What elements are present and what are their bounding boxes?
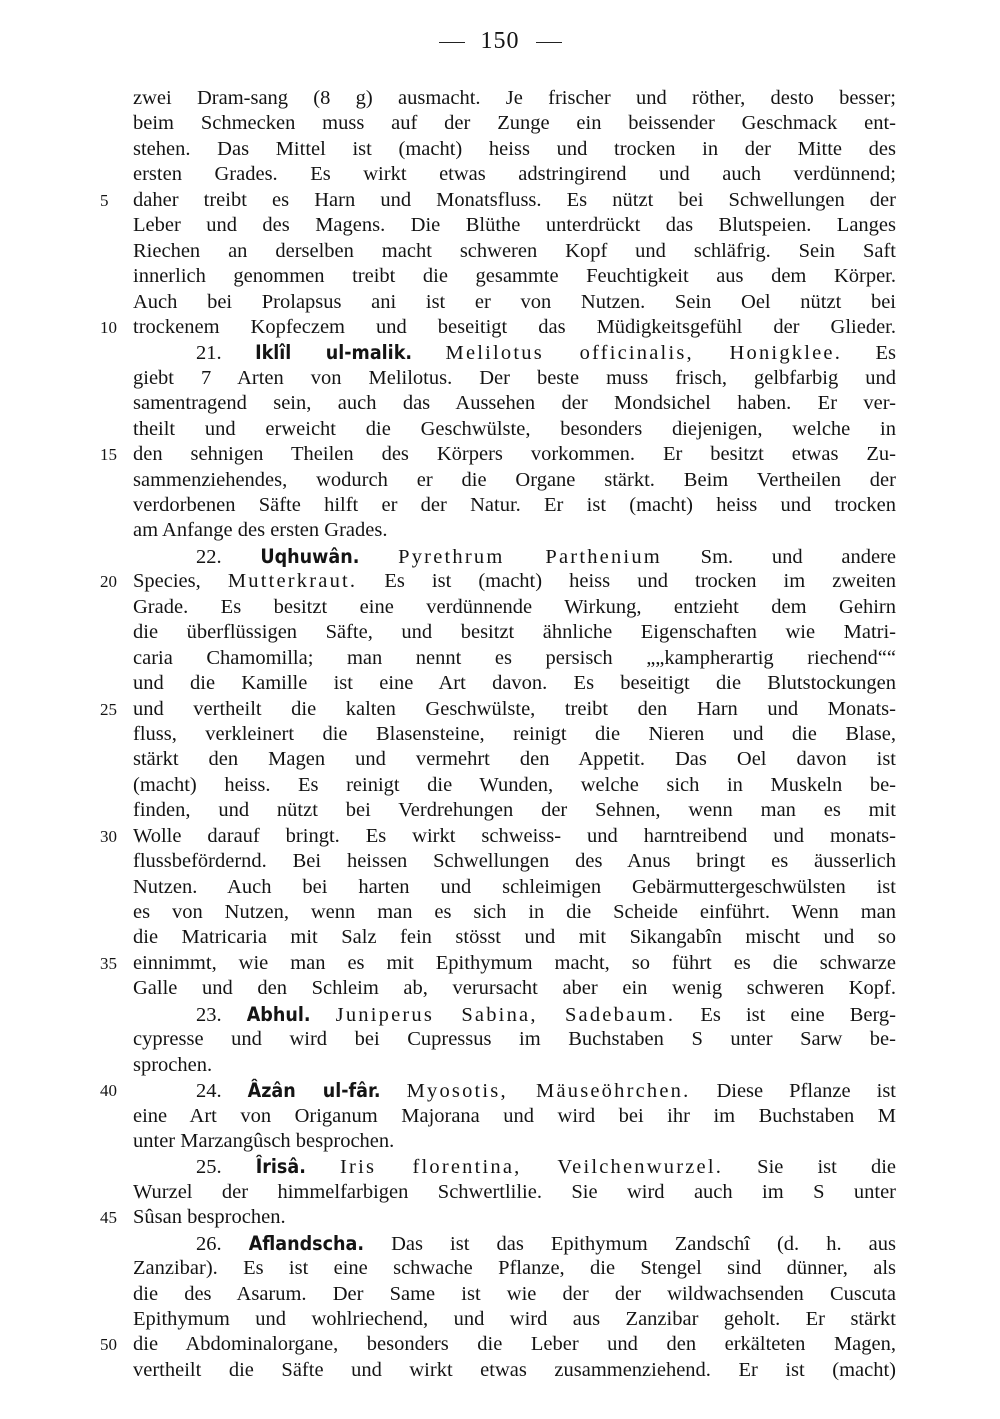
text-line bbox=[0, 849, 1000, 874]
text-line bbox=[0, 620, 1000, 645]
text-line bbox=[0, 595, 1000, 620]
line-text bbox=[133, 900, 896, 925]
text-segment: caria Chamomilla; man nennt es persisch „„kampherartig riechend““ bbox=[133, 646, 896, 669]
text-segment: Galle und den Schleim ab, verursacht aber ein wenig schweren Kopf. bbox=[133, 977, 896, 1000]
entry-headword: Aflandscha. bbox=[248, 1231, 365, 1255]
line-number: 50 bbox=[100, 1335, 117, 1355]
line-text bbox=[133, 773, 896, 798]
text-segment: Es ist eine Berg- bbox=[675, 1003, 896, 1026]
spaced-name: Iris florentina, Veilchenwurzel. bbox=[340, 1156, 724, 1179]
text-segment bbox=[311, 1004, 336, 1026]
text-segment bbox=[306, 1156, 340, 1178]
line-text bbox=[133, 620, 896, 645]
text-line bbox=[0, 86, 1000, 111]
text-segment: ersten Grades. Es wirkt etwas adstringirend und auch verdünnend; bbox=[133, 163, 896, 186]
spaced-name: Pyrethrum Parthenium bbox=[398, 545, 662, 568]
text-segment bbox=[381, 1080, 407, 1102]
line-text bbox=[133, 1256, 896, 1281]
line-text bbox=[133, 290, 896, 315]
header-dash-right bbox=[536, 42, 562, 43]
text-segment: die Abdominalorgane, besonders die Leber und den erkälteten Magen, bbox=[133, 1333, 896, 1356]
line-text bbox=[133, 595, 896, 620]
text-segment: Sûsan besprochen. bbox=[133, 1206, 286, 1229]
line-text bbox=[133, 951, 896, 976]
text-segment: vertheilt die Säfte und wirkt etwas zusammenziehend. Er ist (macht) bbox=[133, 1358, 896, 1381]
line-text bbox=[133, 162, 896, 187]
line-text bbox=[133, 1307, 896, 1332]
line-text bbox=[133, 493, 896, 518]
text-segment: innerlich genommen treibt die gesammte Feuchtigkeit aus dem Körper. bbox=[133, 265, 896, 288]
text-line bbox=[0, 391, 1000, 416]
text-segment: Diese Pflanze ist bbox=[690, 1080, 896, 1103]
line-text bbox=[133, 747, 896, 772]
line-text bbox=[133, 1358, 896, 1383]
line-text bbox=[133, 849, 896, 874]
line-text bbox=[133, 1027, 896, 1052]
entry-headword: Îrisâ. bbox=[255, 1155, 306, 1179]
text-segment: sprochen. bbox=[133, 1053, 213, 1076]
text-segment: theilt und erweicht die Geschwülste, besonders diejenigen, welche in bbox=[133, 417, 896, 440]
text-line bbox=[0, 976, 1000, 1001]
text-segment: cypresse und wird bei Cupressus im Buchstaben S unter Sarw be- bbox=[133, 1028, 896, 1051]
text-segment: 26. bbox=[196, 1232, 249, 1255]
text-line bbox=[0, 773, 1000, 798]
line-text bbox=[133, 1332, 896, 1357]
text-line bbox=[0, 544, 1000, 569]
entry-headword: Iklîl ul-malik. bbox=[255, 341, 413, 365]
line-text bbox=[133, 239, 896, 264]
text-segment: (macht) heiss. Es reinigt die Wunden, welche sich in Muskeln be- bbox=[133, 773, 896, 796]
text-segment: Riechen an derselben macht schweren Kopf und schläfrig. Sein Saft bbox=[133, 239, 896, 262]
text-line bbox=[0, 290, 1000, 315]
text-line bbox=[0, 1129, 1000, 1154]
text-segment: Epithymum und wohlriechend, und wird aus Zanzibar geholt. Er stärkt bbox=[133, 1308, 896, 1330]
line-text bbox=[133, 468, 896, 493]
text-segment: die des Asarum. Der Same ist wie der der wildwachsenden Cuscuta bbox=[133, 1282, 896, 1305]
line-text bbox=[133, 213, 896, 238]
text-segment: es von Nutzen, wenn man es sich in die Scheide einführt. Wenn man bbox=[133, 901, 896, 923]
text-line bbox=[0, 1358, 1000, 1383]
text-line bbox=[0, 340, 1000, 365]
line-text bbox=[133, 875, 896, 900]
text-segment: Leber und des Magens. Die Blüthe unterdrückt das Blutspeien. Langes bbox=[133, 214, 896, 237]
text-line bbox=[0, 1231, 1000, 1256]
text-segment: beim Schmecken muss auf der Zunge ein beissender Geschmack ent- bbox=[133, 112, 896, 135]
text-line bbox=[0, 468, 1000, 493]
text-segment: 25. bbox=[196, 1156, 256, 1179]
line-text bbox=[196, 1154, 896, 1180]
text-segment: daher treibt es Harn und Monatsfluss. Es nützt bei Schwellungen der bbox=[133, 188, 896, 211]
text-segment: 23. bbox=[196, 1003, 247, 1026]
text-segment: 24. bbox=[196, 1080, 248, 1103]
line-text bbox=[133, 111, 896, 136]
line-text bbox=[196, 340, 896, 366]
text-line bbox=[0, 518, 1000, 543]
header-dash-left bbox=[439, 42, 465, 43]
text-line bbox=[0, 824, 1000, 849]
text-line bbox=[0, 1027, 1000, 1052]
text-segment: stärkt den Magen und vermehrt den Appetit. Das Oel davon ist bbox=[133, 748, 896, 771]
text-segment: Sm. und andere bbox=[661, 545, 896, 568]
text-segment: Das ist das Epithymum Zandschî (d. h. aus bbox=[364, 1232, 896, 1255]
text-segment: die Matricaria mit Salz fein stösst und mit Sikangabîn mischt und so bbox=[133, 926, 896, 949]
text-segment: giebt 7 Arten von Melilotus. Der beste muss frisch, gelbfarbig und bbox=[133, 366, 896, 389]
text-line bbox=[0, 1282, 1000, 1307]
text-line bbox=[0, 493, 1000, 518]
text-line bbox=[0, 315, 1000, 340]
text-line bbox=[0, 366, 1000, 391]
text-line bbox=[0, 1205, 1000, 1230]
text-line bbox=[0, 162, 1000, 187]
line-text bbox=[133, 1282, 896, 1307]
line-text bbox=[133, 1205, 896, 1230]
text-line bbox=[0, 111, 1000, 136]
text-segment: zwei Dram-sang (8 g) ausmacht. Je frischer und röther, desto besser; bbox=[133, 87, 896, 109]
text-segment: den sehnigen Theilen des Körpers vorkommen. Er besitzt etwas Zu- bbox=[133, 443, 896, 466]
text-line bbox=[0, 900, 1000, 925]
text-body bbox=[0, 86, 1000, 1383]
spaced-name: Juniperus Sabina, Sadebaum. bbox=[335, 1003, 676, 1026]
text-line bbox=[0, 1002, 1000, 1027]
text-segment: Wurzel der himmelfarbigen Schwertlilie. Sie wird auch im S unter bbox=[133, 1180, 896, 1203]
text-segment: Es bbox=[842, 342, 896, 365]
text-segment: 22. bbox=[196, 545, 261, 568]
text-segment: die überflüssigen Säfte, und besitzt ähnliche Eigenschaften wie Matri- bbox=[133, 621, 896, 644]
text-line bbox=[0, 951, 1000, 976]
text-line bbox=[0, 925, 1000, 950]
entry-headword: Abhul. bbox=[246, 1002, 311, 1026]
text-segment: 21. bbox=[196, 342, 256, 365]
text-segment: und die Kamille ist eine Art davon. Es beseitigt die Blutstockungen bbox=[133, 672, 896, 695]
line-text bbox=[133, 569, 896, 594]
text-segment bbox=[412, 342, 445, 364]
line-text bbox=[133, 1129, 896, 1154]
line-text bbox=[133, 722, 896, 747]
text-segment: Sie ist die bbox=[723, 1156, 896, 1179]
text-line bbox=[0, 697, 1000, 722]
line-text bbox=[133, 646, 896, 671]
text-line bbox=[0, 747, 1000, 772]
text-segment: Nutzen. Auch bei harten und schleimigen Gebärmuttergeschwülsten ist bbox=[133, 875, 896, 898]
text-line bbox=[0, 264, 1000, 289]
text-segment: Grade. Es besitzt eine verdünnende Wirkung, entzieht dem Gehirn bbox=[133, 595, 896, 618]
text-segment: samentragend sein, auch das Aussehen der Mondsichel haben. Er ver- bbox=[133, 392, 896, 415]
text-line bbox=[0, 646, 1000, 671]
text-segment: verdorbenen Säfte hilft er der Natur. Er ist (macht) heiss und trocken bbox=[133, 494, 896, 516]
line-text bbox=[133, 697, 896, 722]
line-text bbox=[196, 1078, 896, 1104]
text-segment: Es ist (macht) heiss und trocken im zweiten bbox=[357, 570, 896, 593]
line-number: 40 bbox=[100, 1081, 117, 1101]
line-text bbox=[196, 1231, 896, 1257]
text-line bbox=[0, 1078, 1000, 1103]
text-segment: unter Marzangûsch besprochen. bbox=[133, 1129, 395, 1152]
line-text bbox=[133, 417, 896, 442]
text-line bbox=[0, 1154, 1000, 1179]
text-segment: Zanzibar). Es ist eine schwache Pflanze, die Stengel sind dünner, als bbox=[133, 1257, 896, 1280]
text-line bbox=[0, 798, 1000, 823]
text-segment bbox=[359, 546, 398, 568]
spaced-name: Mutterkraut. bbox=[227, 570, 358, 593]
line-number: 35 bbox=[100, 953, 117, 973]
line-text bbox=[133, 137, 896, 162]
text-line bbox=[0, 1256, 1000, 1281]
text-segment: am Anfange des ersten Grades. bbox=[133, 519, 388, 542]
line-text bbox=[133, 315, 896, 340]
text-line bbox=[0, 1307, 1000, 1332]
line-text bbox=[133, 798, 896, 823]
text-line bbox=[0, 188, 1000, 213]
text-segment: eine Art von Origanum Majorana und wird bei ihr im Buchstaben M bbox=[133, 1104, 896, 1127]
page-number: 150 bbox=[480, 28, 520, 54]
text-line bbox=[0, 722, 1000, 747]
text-segment: trockenem Kopfeczem und beseitigt das Müdigkeitsgefühl der Glieder. bbox=[133, 315, 896, 338]
line-text bbox=[133, 1053, 896, 1078]
line-text bbox=[133, 671, 896, 696]
text-line bbox=[0, 213, 1000, 238]
text-line bbox=[0, 1053, 1000, 1078]
text-line bbox=[0, 1332, 1000, 1357]
line-number: 5 bbox=[100, 190, 109, 210]
text-segment: fluss, verkleinert die Blasensteine, reinigt die Nieren und die Blase, bbox=[133, 722, 896, 745]
line-number: 30 bbox=[100, 826, 117, 846]
text-line bbox=[0, 569, 1000, 594]
line-text bbox=[133, 264, 896, 289]
line-text bbox=[133, 925, 896, 950]
text-line bbox=[0, 1104, 1000, 1129]
text-line bbox=[0, 137, 1000, 162]
line-text bbox=[133, 1104, 896, 1129]
line-text bbox=[133, 1180, 896, 1205]
line-text bbox=[133, 366, 896, 391]
text-segment: flussbefördernd. Bei heissen Schwellungen des Anus bringt es äusserlich bbox=[133, 850, 896, 873]
text-segment: finden, und nützt bei Verdrehungen der Sehnen, wenn man es mit bbox=[133, 799, 896, 822]
line-number: 10 bbox=[100, 317, 117, 337]
text-line bbox=[0, 239, 1000, 264]
entry-headword: Âzân ul-fâr. bbox=[247, 1079, 381, 1103]
line-text bbox=[133, 824, 896, 849]
line-text bbox=[133, 442, 896, 467]
line-number: 25 bbox=[100, 699, 117, 719]
text-segment: Auch bei Prolapsus ani ist er von Nutzen. Sein Oel nützt bei bbox=[133, 290, 896, 313]
line-text bbox=[196, 544, 896, 570]
line-number: 15 bbox=[100, 445, 117, 465]
line-text bbox=[133, 86, 896, 111]
text-segment: Wolle darauf bringt. Es wirkt schweiss- und harntreibend und monats- bbox=[133, 824, 896, 847]
text-segment: Species, bbox=[133, 570, 228, 593]
text-line bbox=[0, 1180, 1000, 1205]
spaced-name: Melilotus officinalis, Honigklee. bbox=[445, 342, 843, 365]
text-segment: stehen. Das Mittel ist (macht) heiss und trocken in der Mitte des bbox=[133, 137, 896, 160]
line-text bbox=[133, 518, 896, 543]
line-number: 45 bbox=[100, 1208, 117, 1228]
text-segment: und vertheilt die kalten Geschwülste, treibt den Harn und Monats- bbox=[133, 697, 896, 720]
text-line bbox=[0, 671, 1000, 696]
line-text bbox=[133, 188, 896, 213]
line-text bbox=[196, 1002, 896, 1028]
spaced-name: Myosotis, Mäuseöhrchen. bbox=[406, 1080, 691, 1103]
line-number: 20 bbox=[100, 572, 117, 592]
line-text bbox=[133, 391, 896, 416]
line-text bbox=[133, 976, 896, 1001]
text-line bbox=[0, 442, 1000, 467]
entry-headword: Uqhuwân. bbox=[260, 544, 360, 568]
text-line bbox=[0, 417, 1000, 442]
text-line bbox=[0, 875, 1000, 900]
page-header bbox=[0, 28, 1000, 55]
text-segment: sammenziehendes, wodurch er die Organe stärkt. Beim Vertheilen der bbox=[133, 468, 896, 491]
text-segment: einnimmt, wie man es mit Epithymum macht, so führt es die schwarze bbox=[133, 951, 896, 974]
